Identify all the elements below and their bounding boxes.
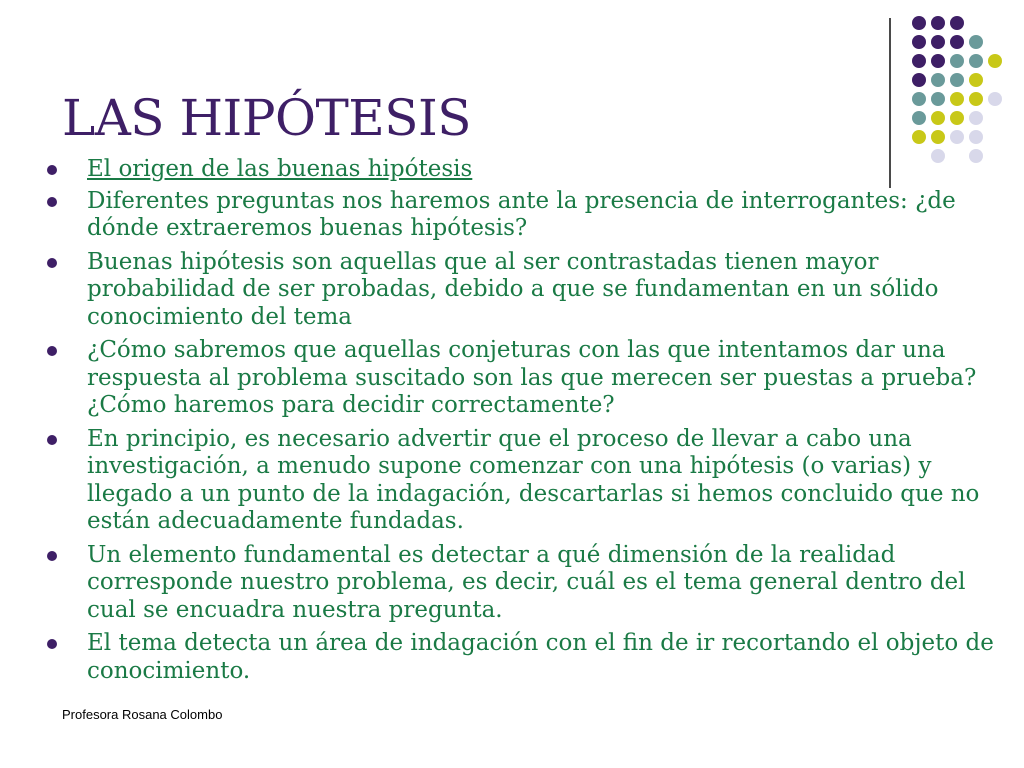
decorative-dot bbox=[912, 92, 926, 106]
bullet-list bbox=[40, 156, 1000, 691]
decorative-dot bbox=[912, 111, 926, 125]
decorative-dot bbox=[950, 92, 964, 106]
bullet-item bbox=[40, 426, 1000, 536]
bullet-item bbox=[40, 542, 1000, 625]
decorative-dot bbox=[912, 73, 926, 87]
bullet-item bbox=[40, 156, 1000, 184]
decorative-dot bbox=[950, 35, 964, 49]
decorative-dot bbox=[931, 54, 945, 68]
bullet-dot-icon bbox=[47, 258, 57, 268]
decorative-dot bbox=[931, 35, 945, 49]
decorative-dot bbox=[969, 54, 983, 68]
bullet-item bbox=[40, 630, 1000, 685]
decorative-dot bbox=[969, 111, 983, 125]
decorative-dot bbox=[950, 73, 964, 87]
slide-title: LAS HIPÓTESIS bbox=[62, 89, 472, 147]
decorative-dot bbox=[912, 35, 926, 49]
decorative-dot bbox=[950, 54, 964, 68]
footer-author: Profesora Rosana Colombo bbox=[62, 707, 223, 722]
bullet-text: ¿Cómo sabremos que aquellas conjeturas con las que intentamos dar una respuesta al problema suscitado son las que merecen ser puestas a prueba? ¿Cómo haremos para decidir correctamente? bbox=[87, 337, 977, 418]
decorative-dot bbox=[912, 54, 926, 68]
bullet-text: Un elemento fundamental es detectar a qué dimensión de la realidad corresponde nuestro problema, es decir, cuál es el tema general dentro del cual se encuadra nuestra pregunta. bbox=[87, 541, 966, 623]
decorative-dot bbox=[912, 130, 926, 144]
decorative-dot bbox=[969, 92, 983, 106]
bullet-dot-icon bbox=[47, 165, 57, 175]
bullet-text: El origen de las buenas hipótesis bbox=[87, 156, 473, 182]
bullet-item bbox=[40, 188, 1000, 243]
bullet-dot-icon bbox=[47, 551, 57, 561]
decorative-dot bbox=[969, 73, 983, 87]
bullet-dot-icon bbox=[47, 639, 57, 649]
bullet-text: En principio, es necesario advertir que el proceso de llevar a cabo una investigación, a menudo supone comenzar con una hipótesis (o varias) y llegado a un punto de la indagación, descartarlas si hemos concluido que no están adecuadamente fundadas. bbox=[87, 425, 980, 534]
decorative-dot bbox=[931, 111, 945, 125]
bullet-dot-icon bbox=[47, 435, 57, 445]
bullet-dot-icon bbox=[47, 346, 57, 356]
decorative-dot bbox=[950, 111, 964, 125]
bullet-text: Buenas hipótesis son aquellas que al ser contrastadas tienen mayor probabilidad de ser probadas, debido a que se fundamentan en un sólido conocimiento del tema bbox=[87, 248, 939, 330]
decorative-dot bbox=[988, 92, 1002, 106]
decorative-dot bbox=[931, 73, 945, 87]
bullet-item bbox=[40, 337, 1000, 420]
decorative-dot bbox=[912, 16, 926, 30]
bullet-text: Diferentes preguntas nos haremos ante la presencia de interrogantes: ¿de dónde extraeremos buenas hipótesis? bbox=[87, 187, 956, 241]
bullet-dot-icon bbox=[47, 197, 57, 207]
decorative-dot bbox=[931, 16, 945, 30]
decorative-dot bbox=[988, 54, 1002, 68]
decorative-dot bbox=[950, 130, 964, 144]
decorative-dot bbox=[931, 130, 945, 144]
decorative-dot bbox=[969, 130, 983, 144]
decorative-dot bbox=[969, 35, 983, 49]
bullet-item bbox=[40, 249, 1000, 332]
bullet-text: El tema detecta un área de indagación con el fin de ir recortando el objeto de conocimiento. bbox=[87, 630, 994, 684]
decorative-dot bbox=[931, 92, 945, 106]
decorative-dot bbox=[950, 16, 964, 30]
